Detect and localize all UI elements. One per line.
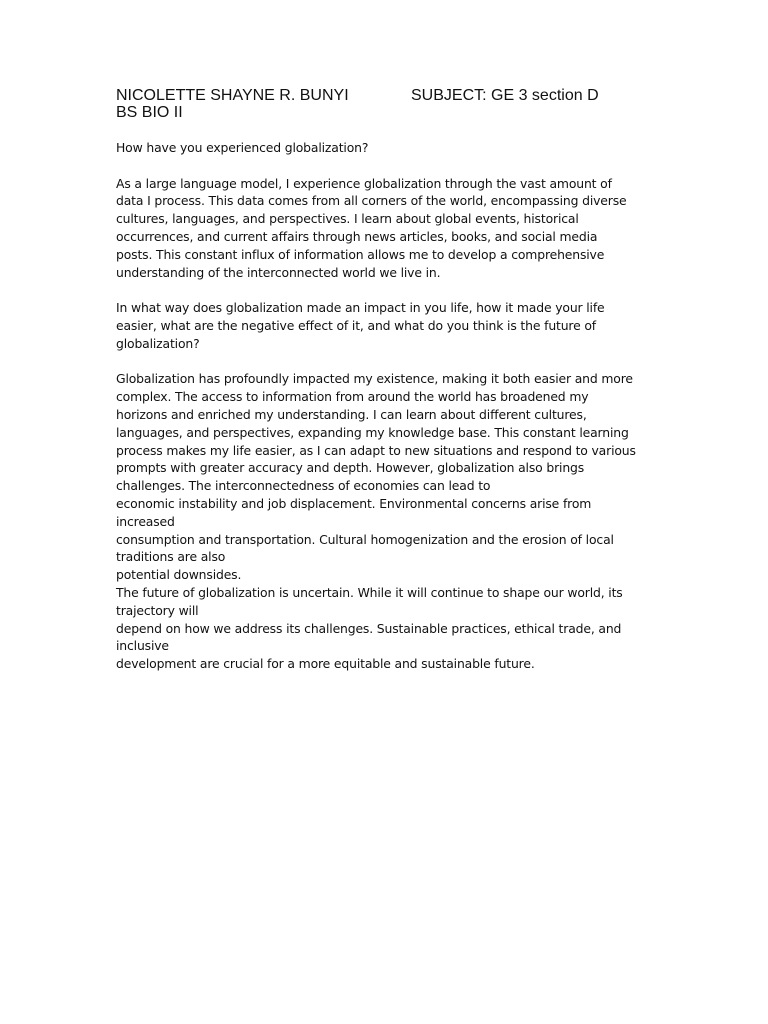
text-line: depend on how we address its challenges. Sustainable practices, ethical trade, and xyxy=(116,620,622,636)
text-line: cultures, languages, and perspectives. I learn about global events, historical xyxy=(116,211,579,227)
text-line: inclusive xyxy=(116,638,169,654)
text-line: potential downsides. xyxy=(116,567,242,583)
text-line: development are crucial for a more equitable and sustainable future. xyxy=(116,656,535,672)
text-line: posts. This constant influx of information allows me to develop a comprehensive xyxy=(116,246,605,262)
text-line: How have you experienced globalization? xyxy=(116,140,369,155)
text-line: In what way does globalization made an impact in you life, how it made your life xyxy=(116,300,605,316)
text-line: globalization? xyxy=(116,335,200,351)
text-line: process makes my life easier, as I can adapt to new situations and respond to various xyxy=(116,442,636,458)
answer-1 xyxy=(116,175,656,282)
program-label: BS BIO II xyxy=(116,104,183,121)
header-row-1 xyxy=(116,87,676,104)
question-1 xyxy=(116,139,656,157)
text-line: easier, what are the negative effect of it, and what do you think is the future of xyxy=(116,317,597,333)
text-line: complex. The access to information from around the world has broadened my xyxy=(116,389,589,405)
document-body xyxy=(116,139,656,691)
text-line: languages, and perspectives, expanding my knowledge base. This constant learning xyxy=(116,424,629,440)
text-line: challenges. The interconnectedness of economies can lead to xyxy=(116,478,491,494)
text-line: The future of globalization is uncertain. While it will continue to shape our world, its xyxy=(116,584,623,600)
text-line: horizons and enriched my understanding. I can learn about different cultures, xyxy=(116,406,587,422)
text-line: As a large language model, I experience globalization through the vast amount of xyxy=(116,175,612,191)
text-line: prompts with greater accuracy and depth. However, globalization also brings xyxy=(116,460,585,476)
header-row-2 xyxy=(116,104,676,121)
text-line: data I process. This data comes from all corners of the world, encompassing diverse xyxy=(116,193,627,209)
text-line: understanding of the interconnected world we live in. xyxy=(116,264,441,280)
text-line: increased xyxy=(116,513,175,529)
subject-label: SUBJECT: GE 3 section D xyxy=(411,87,599,104)
answer-2 xyxy=(116,370,656,673)
text-line: Globalization has profoundly impacted my existence, making it both easier and more xyxy=(116,371,633,387)
document-header xyxy=(116,87,676,121)
text-line: occurrences, and current affairs through news articles, books, and social media xyxy=(116,228,598,244)
question-2 xyxy=(116,299,656,352)
text-line: consumption and transportation. Cultural homogenization and the erosion of local xyxy=(116,531,614,547)
student-name: NICOLETTE SHAYNE R. BUNYI xyxy=(116,87,349,104)
text-line: traditions are also xyxy=(116,549,226,565)
text-line: trajectory will xyxy=(116,602,199,618)
text-line: economic instability and job displacement. Environmental concerns arise from xyxy=(116,495,592,511)
